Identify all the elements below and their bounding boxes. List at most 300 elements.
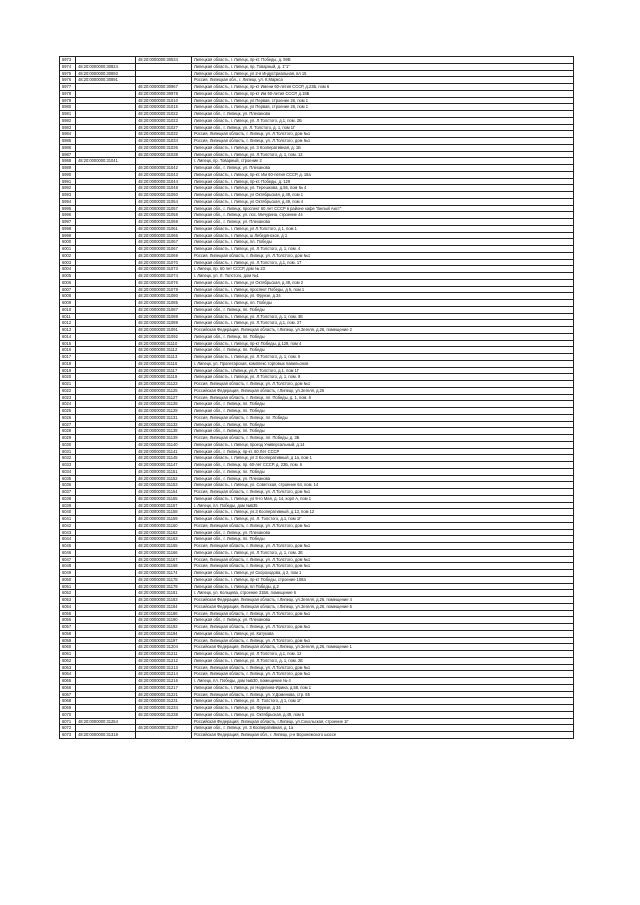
cadastral-number-cell [76,441,136,448]
address-cell: Липецкая область, г. Липецк, ул. Фрунзе, д.34 [192,293,574,300]
address-cell: Липецкая область, г. Липецк, пр-кт. Победы, д. 129 [192,178,574,185]
object-number-cell: 48:20:0000000:31155 [136,495,192,502]
object-number-cell: 48:20:0000000:31087 [136,306,192,313]
table-row [60,232,574,239]
object-number-cell: 48:20:0000000:31119 [136,374,192,381]
table-row [60,610,574,617]
object-number-cell: 48:20:0000000:31066 [136,232,192,239]
address-cell: Россия, Липецкая область, г. Липецк, ул. Л.Толстого, дом №1 [192,637,574,644]
row-number-cell: 5991 [60,178,76,185]
object-number-cell: 48:20:0000000:31192 [136,624,192,631]
table-row [60,468,574,475]
row-number-cell: 5985 [60,138,76,145]
address-cell: Липецкая область, г.Липецк, ул.Л. Толстого, д.1, пом 1Г [192,367,574,374]
cadastral-number-cell [76,381,136,388]
address-cell: г. Липецк, пр. Товарный, строение 2 [192,158,574,165]
table-row [60,165,574,172]
cadastral-number-cell [76,57,136,64]
row-number-cell: 6028 [60,428,76,435]
row-number-cell: 6038 [60,495,76,502]
object-number-cell: 48:20:0000000:31129 [136,408,192,415]
row-number-cell: 6056 [60,617,76,624]
cadastral-number-cell [76,198,136,205]
row-number-cell: 6003 [60,259,76,266]
cadastral-number-cell: 48:20:0000000:31041 [76,158,136,165]
object-number-cell: 48:20:0000000:31048 [136,185,192,192]
object-number-cell: 48:20:0000000:31080 [136,293,192,300]
row-number-cell: 6025 [60,408,76,415]
object-number-cell: 48:20:0000000:31152 [136,475,192,482]
table-row [60,549,574,556]
row-number-cell: 6058 [60,630,76,637]
table-row [60,300,574,307]
address-cell: Липецкая область, г. Липецк, пр-кт. Им 60-летия СССР, д. 18а [192,171,574,178]
row-number-cell: 6034 [60,468,76,475]
row-number-cell: 6072 [60,725,76,732]
row-number-cell: 6015 [60,340,76,347]
cadastral-number-cell [76,644,136,651]
table-row [60,293,574,300]
table-row [60,536,574,543]
address-cell: Липецкая область, г. Липецк, пр-кт Им 60-летия СССР, д.18Б [192,90,574,97]
cadastral-number-cell: 48:20:0000000:30824 [76,63,136,70]
row-number-cell: 6042 [60,522,76,529]
cadastral-number-cell [76,428,136,435]
table-row [60,104,574,111]
cadastral-number-cell [76,232,136,239]
row-number-cell: 6053 [60,597,76,604]
cadastral-number-cell [76,367,136,374]
cadastral-number-cell [76,684,136,691]
table-row [60,711,574,718]
object-number-cell: 48:20:0000000:31112 [136,347,192,354]
address-cell: Россия, Липецкая область, г. Липецк, ул. Л.Толстого, дом №1 [192,624,574,631]
table-row [60,482,574,489]
table-row [60,475,574,482]
row-number-cell: 6068 [60,698,76,705]
object-number-cell: 48:20:0000000:31116 [136,360,192,367]
object-number-cell: 48:20:0000000:31092 [136,333,192,340]
table-row [60,644,574,651]
address-cell: Липецкая обл., г. Липецк, ул. Л. Толстого, д. 1, пом 1Г [192,124,574,131]
table-row [60,698,574,705]
row-number-cell: 6019 [60,367,76,374]
address-cell: Россия, Липецкая область, г. Липецк, ул. Л.Толстого, дом №1 [192,556,574,563]
object-number-cell: 48:20:0000000:31139 [136,435,192,442]
table-row [60,543,574,550]
cadastral-number-cell [76,111,136,118]
row-number-cell: 6045 [60,543,76,550]
cadastral-number-cell [76,657,136,664]
address-cell: Российская Федерация, Липецкая область, г.Липецк, ул.Зегеля, д.26, помещение 2 [192,327,574,334]
row-number-cell: 6005 [60,273,76,280]
object-number-cell: 48:20:0000000:31069 [136,252,192,259]
row-number-cell: 5974 [60,63,76,70]
address-cell: Липецкая обл., г. Липецк, пр. 60-лет СССР, д. 23Б, пом. 6 [192,462,574,469]
table-row [60,225,574,232]
cadastral-number-cell [76,698,136,705]
table-row [60,138,574,145]
object-number-cell [136,77,192,84]
address-cell: Липецкая область, г. Липецк, ул. Л.Толстого, д.1, пом. 12 [192,651,574,658]
object-number-cell: 48:20:0000000:31211 [136,651,192,658]
object-number-cell: 48:20:0000000:31212 [136,657,192,664]
address-cell: Липецкая область, г. Липецк, ул. Л.Толстого, д. 1, пом. 9 [192,374,574,381]
address-cell: Россия, Липецкая область, г. Липецк, пл. Победы, д. 1, пом. 6 [192,394,574,401]
cadastral-number-cell [76,178,136,185]
table-row [60,671,574,678]
object-number-cell: 48:20:0000000:31038 [136,151,192,158]
cadastral-number-cell [76,637,136,644]
cadastral-number-cell [76,617,136,624]
cadastral-number-cell [76,185,136,192]
table-row [60,320,574,327]
address-cell: Россия, Липецкая область, г. Липецк, ул. Л.Толстого, дом №1 [192,671,574,678]
cadastral-number-cell [76,225,136,232]
address-cell: Липецкая область, г. Липецк, ул.3 Кооперативный, д.13, пом 12 [192,509,574,516]
object-number-cell: 48:20:0000000:30967 [136,84,192,91]
row-number-cell: 6054 [60,603,76,610]
table-row [60,279,574,286]
address-cell: Липецкая обл., г. Липецк, ул. Плеханова [192,111,574,118]
address-cell: Липецкая обл., г. Липецк, ул. Плеханова [192,475,574,482]
row-number-cell: 5977 [60,84,76,91]
table-row [60,630,574,637]
table-row [60,529,574,536]
object-number-cell: 48:20:0000000:31217 [136,684,192,691]
object-number-cell: 48:20:0000000:31184 [136,603,192,610]
row-number-cell: 6037 [60,489,76,496]
cadastral-number-cell [76,293,136,300]
object-number-cell: 48:20:0000000:31159 [136,516,192,523]
cadastral-number-cell [76,630,136,637]
address-cell: Липецкая обл., г. Липецк, ул. пос. Мичурина, строение 44 [192,212,574,219]
row-number-cell: 6013 [60,327,76,334]
cadastral-number-cell [76,563,136,570]
table-row [60,603,574,610]
address-cell: г. Липецк, ул. Л. Толстого, дом №1 [192,273,574,280]
row-number-cell: 6051 [60,583,76,590]
object-number-cell: 48:20:0000000:31058 [136,212,192,219]
document-sheet [59,56,573,739]
row-number-cell: 6024 [60,401,76,408]
cadastral-number-cell [76,516,136,523]
table-row [60,732,574,739]
object-number-cell: 48:20:0000000:31179 [136,583,192,590]
row-number-cell: 6063 [60,664,76,671]
table-row [60,502,574,509]
cadastral-number-cell [76,462,136,469]
cadastral-number-cell [76,286,136,293]
cadastral-number-cell [76,603,136,610]
row-number-cell: 6027 [60,421,76,428]
address-cell: Российская Федерация, Липецкая область, г.Липецк, ул.Сокольская, строение 1Г [192,718,574,725]
table-row [60,63,574,70]
row-number-cell: 6017 [60,354,76,361]
row-number-cell: 6018 [60,360,76,367]
cadastral-number-cell [76,165,136,172]
cadastral-number-cell [76,455,136,462]
cadastral-number-cell: 48:20:0000000:30891 [76,77,136,84]
row-number-cell: 6030 [60,441,76,448]
table-row [60,144,574,151]
address-cell: Липецкая обл., г. Липецк, ул. 3 Кооперативная, д. 1а [192,725,574,732]
table-row [60,219,574,226]
address-cell: г. Липецк, ул. Пролетарская, комплекс торговых павильонов [192,360,574,367]
object-number-cell: 48:20:0000000:31010 [136,97,192,104]
row-number-cell: 5999 [60,232,76,239]
table-row [60,664,574,671]
object-number-cell: 48:20:0000000:31110 [136,340,192,347]
address-cell: Россия, Липецкая область, г. Липецк, ул. Л.Толстого, дом №1 [192,610,574,617]
table-row [60,333,574,340]
address-cell: Липецкая область, г. Липецк, ул 9-го Мая, д. 14, корп А, пом 1 [192,495,574,502]
table-row [60,435,574,442]
row-number-cell: 6041 [60,516,76,523]
address-cell: Липецкая область, г. Липецк, ул. Катукова [192,630,574,637]
object-number-cell: 48:20:0000000:31085 [136,300,192,307]
address-cell: Липецкая область, г. Липецк, ул 2-я Индустриальная, вл 15 [192,70,574,77]
row-number-cell: 5992 [60,185,76,192]
address-cell: Липецкая обл., г. Липецк, пл. Победы [192,428,574,435]
cadastral-number-cell: 48:20:0000000:31318 [76,732,136,739]
row-number-cell: 5980 [60,104,76,111]
object-number-cell: 48:20:0000000:31178 [136,576,192,583]
object-number-cell: 48:20:0000000:31157 [136,502,192,509]
object-number-cell: 48:20:0000000:31123 [136,381,192,388]
table-row [60,401,574,408]
object-number-cell [136,70,192,77]
table-row [60,657,574,664]
address-cell: Российская Федерация, Липецкая обл., г. Липецк, р-н Воронежского шоссе [192,732,574,739]
cadastral-number-cell [76,401,136,408]
table-row [60,192,574,199]
object-number-cell: 48:20:0000000:31015 [136,104,192,111]
object-number-cell: 48:20:0000000:30534 [136,57,192,64]
row-number-cell: 6012 [60,320,76,327]
cadastral-number-cell [76,97,136,104]
object-number-cell: 48:20:0000000:31231 [136,698,192,705]
cadastral-number-cell [76,691,136,698]
address-cell: Липецкая область, г. Липецк, ул. Октябрьская, д.49, пом 5 [192,711,574,718]
address-cell: Россия, Липецкая область, г. Липецк, ул. Л.Толстого, дом №1 [192,489,574,496]
cadastral-number-cell [76,543,136,550]
object-number-cell: 48:20:0000000:31174 [136,570,192,577]
cadastral-number-cell [76,678,136,685]
cadastral-number-cell [76,117,136,124]
object-number-cell: 48:20:0000000:31132 [136,421,192,428]
object-number-cell: 48:20:0000000:31160 [136,522,192,529]
cadastral-number-cell [76,374,136,381]
row-number-cell: 6010 [60,306,76,313]
row-number-cell: 6016 [60,347,76,354]
object-number-cell: 48:20:0000000:31067 [136,239,192,246]
row-number-cell: 5975 [60,70,76,77]
address-cell: Липецкая обл., г. Липецк, пл. Победы [192,536,574,543]
object-number-cell: 48:20:0000000:31057 [136,205,192,212]
row-number-cell: 5973 [60,57,76,64]
row-number-cell: 6050 [60,576,76,583]
row-number-cell: 6049 [60,570,76,577]
object-number-cell: 48:20:0000000:31050 [136,192,192,199]
object-number-cell: 48:20:0000000:31023 [136,117,192,124]
table-row [60,455,574,462]
row-number-cell: 6007 [60,286,76,293]
row-number-cell: 6001 [60,246,76,253]
table-row [60,246,574,253]
table-row [60,57,574,64]
table-row [60,718,574,725]
object-number-cell: 48:20:0000000:31194 [136,630,192,637]
address-cell: Липецкая обл., г. Липецк, пл. Победы [192,306,574,313]
object-number-cell: 48:20:0000000:31067 [136,246,192,253]
table-row [60,273,574,280]
cadastral-number-cell [76,354,136,361]
row-number-cell: 6067 [60,691,76,698]
row-number-cell: 5988 [60,158,76,165]
cadastral-number-cell [76,246,136,253]
table-row [60,360,574,367]
object-number-cell: 48:20:0000000:31022 [136,111,192,118]
cadastral-number-cell [76,435,136,442]
address-cell: Липецкая область, г. Липецк, ул Л.Толстого, д 1, пом 1 [192,225,574,232]
data-table [59,56,574,739]
row-number-cell: 6023 [60,394,76,401]
object-number-cell: 48:20:0000000:31158 [136,509,192,516]
cadastral-number-cell [76,549,136,556]
row-number-cell: 6022 [60,387,76,394]
address-cell: Липецкая обл., г. Липецк, ул. Плеханова [192,219,574,226]
object-number-cell: 48:20:0000000:31043 [136,171,192,178]
table-row [60,327,574,334]
table-row [60,111,574,118]
object-number-cell: 48:20:0000000:31059 [136,219,192,226]
table-row [60,408,574,415]
table-row [60,705,574,712]
address-cell: Липецкая область, г. Липецк, ул. Л.Толстого, д.1, пом. 17 [192,259,574,266]
table-row [60,597,574,604]
row-number-cell: 6039 [60,502,76,509]
row-number-cell: 6033 [60,462,76,469]
address-cell: Липецкая область, г. Липецк, проспект Победы, д 5, пом 1 [192,286,574,293]
address-cell: Липецкая область, г. Липецк, ул Неделина-Ирина, д.58, пом 1 [192,684,574,691]
table-row [60,441,574,448]
address-cell: Липецкая обл., г. Липецк, пр-кт. 60 Лет СССР [192,448,574,455]
table-row [60,97,574,104]
cadastral-number-cell [76,266,136,273]
address-cell: Россия, Липецкая область, г. Липецк, ул. Л.Толстого, дом №1 [192,543,574,550]
object-number-cell: 48:20:0000000:31044 [136,178,192,185]
object-number-cell: 48:20:0000000:31183 [136,597,192,604]
cadastral-number-cell [76,529,136,536]
row-number-cell: 6055 [60,610,76,617]
object-number-cell [136,158,192,165]
object-number-cell: 48:20:0000000:31138 [136,428,192,435]
address-cell: Российская Федерация, Липецкая область, г.Липецк, ул.Зегеля, д.26, помещение 4 [192,597,574,604]
row-number-cell: 6036 [60,482,76,489]
cadastral-number-cell [76,320,136,327]
cadastral-number-cell [76,536,136,543]
object-number-cell: 48:20:0000000:31154 [136,489,192,496]
row-number-cell: 5996 [60,212,76,219]
address-cell: Липецкая область, г. Липецк, пл. Победы [192,300,574,307]
table-row [60,354,574,361]
object-number-cell: 48:20:0000000:31166 [136,549,192,556]
object-number-cell: 48:20:0000000:31147 [136,462,192,469]
table-row [60,489,574,496]
object-number-cell: 48:20:0000000:31168 [136,563,192,570]
table-row [60,495,574,502]
address-cell: г. Липецк, пл. Победы, дом №Б35 [192,502,574,509]
row-number-cell: 5982 [60,117,76,124]
address-cell: г. Липецк, пр. 60 лет СССР, дом № 23 [192,266,574,273]
row-number-cell: 6020 [60,374,76,381]
address-cell: Россия, Липецкая область, г. Липецк, пл. Победы [192,414,574,421]
table-row [60,117,574,124]
row-number-cell: 6014 [60,333,76,340]
row-number-cell: 5995 [60,205,76,212]
cadastral-number-cell [76,192,136,199]
table-row [60,84,574,91]
address-cell: Липецкая область, г. Липецк, ул. Л.Толстого, д.1, пом. 27 [192,320,574,327]
cadastral-number-cell [76,489,136,496]
address-cell: Российская Федерация, Липецкая область, г.Липецк, ул.Зегеля, д.26, помещение 1 [192,644,574,651]
cadastral-number-cell [76,408,136,415]
object-number-cell: 48:20:0000000:31027 [136,124,192,131]
table-row [60,77,574,84]
cadastral-number-cell [76,556,136,563]
table-body [60,57,574,739]
row-number-cell: 6071 [60,718,76,725]
object-number-cell: 48:20:0000000:31061 [136,225,192,232]
address-cell: Липецкая область, г. Липецк, ул. 3 Кооперативная, д. 1Б [192,144,574,151]
cadastral-number-cell [76,624,136,631]
table-row [60,576,574,583]
object-number-cell: 48:20:0000000:30978 [136,90,192,97]
row-number-cell: 6009 [60,300,76,307]
row-number-cell: 6060 [60,644,76,651]
object-number-cell: 48:20:0000000:31054 [136,198,192,205]
table-row [60,374,574,381]
cadastral-number-cell [76,421,136,428]
object-number-cell: 48:20:0000000:31088 [136,313,192,320]
address-cell: Липецкая область, г. Липецк, ул. Фрунзе, д 34 [192,705,574,712]
row-number-cell: 6044 [60,536,76,543]
address-cell: Липецкая область, г. Липецк, пр. Товарный, д. 1"1" [192,63,574,70]
object-number-cell: 48:20:0000000:31091 [136,327,192,334]
cadastral-number-cell [76,509,136,516]
row-number-cell: 6040 [60,509,76,516]
table-row [60,509,574,516]
cadastral-number-cell [76,259,136,266]
table-row [60,684,574,691]
row-number-cell: 6004 [60,266,76,273]
cadastral-number-cell [76,711,136,718]
object-number-cell: 48:20:0000000:31151 [136,468,192,475]
object-number-cell: 48:20:0000000:31074 [136,273,192,280]
row-number-cell: 5978 [60,90,76,97]
row-number-cell: 6000 [60,239,76,246]
object-number-cell: 48:20:0000000:31165 [136,543,192,550]
table-row [60,421,574,428]
object-number-cell: 48:20:0000000:31125 [136,387,192,394]
cadastral-number-cell: 48:20:0000000:30893 [76,70,136,77]
address-cell: Липецкая область, г. Липецк, ул 3 Кооперативный, д 1а, пом 1 [192,455,574,462]
cadastral-number-cell [76,360,136,367]
cadastral-number-cell [76,340,136,347]
table-row [60,522,574,529]
address-cell: Липецкая область, г. Липецк, пр-кт Победы, строение 108а [192,576,574,583]
